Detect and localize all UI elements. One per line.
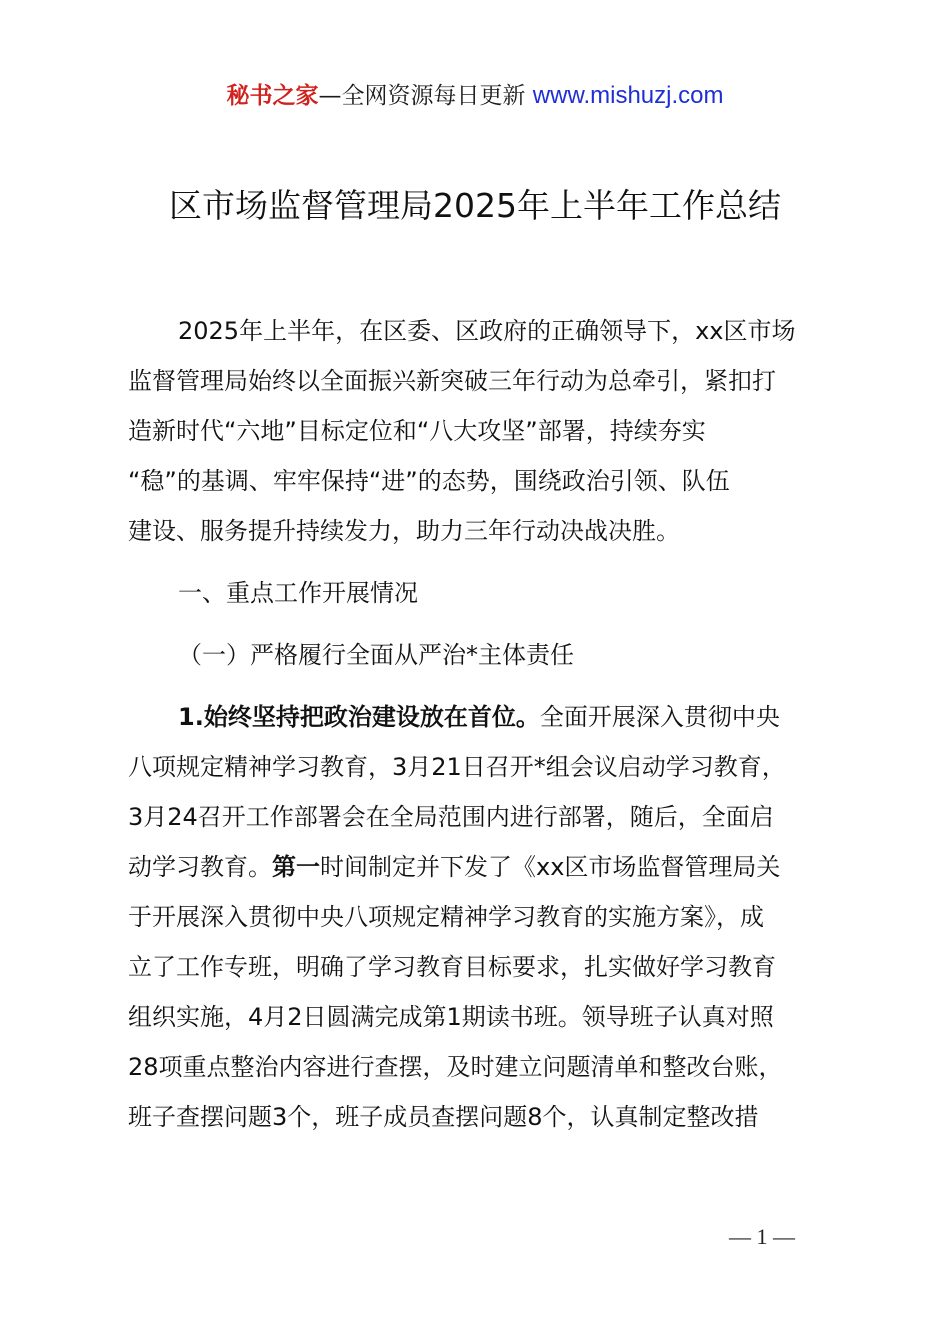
item-line: 28项重点整治内容进行查摆，及时建立问题清单和整改台账，	[128, 1053, 783, 1081]
item-text: 动学习教育。	[128, 853, 272, 881]
intro-line: 造新时代“六地”目标定位和“八大攻坚”部署，持续夯实	[128, 417, 706, 445]
site-url-link[interactable]: www.mishuzj.com	[532, 82, 724, 109]
brand-name: 秘书之家	[226, 83, 319, 109]
item-lead-text: 全面开展深入贯彻中央	[539, 703, 780, 731]
intro-line: 建设、服务提升持续发力，助力三年行动决战决胜。	[128, 517, 680, 545]
intro-paragraph	[128, 306, 838, 556]
header-tagline: —全网资源每日更新	[318, 83, 533, 109]
item-line: 组织实施，4月2日圆满完成第1期读书班。领导班子认真对照	[128, 1003, 774, 1031]
subsection-heading: （一）严格履行全面从严治*主体责任	[178, 641, 574, 669]
item-line: 于开展深入贯彻中央八项规定精神学习教育的实施方案》，成	[128, 903, 764, 931]
item-line: 立了工作专班，明确了学习教育目标要求，扎实做好学习教育	[128, 953, 776, 981]
item-paragraph	[128, 692, 838, 1142]
intro-line: 监督管理局始终以全面振兴新突破三年行动为总牵引，紧扣打	[128, 367, 776, 395]
item-line: 班子查摆问题3个，班子成员查摆问题8个，认真制定整改措	[128, 1103, 759, 1131]
document-title: 区市场监督管理局2025年上半年工作总结	[169, 186, 781, 225]
item-line	[128, 842, 838, 892]
intro-line: “稳”的基调、牢牢保持“进”的态势，围绕政治引领、队伍	[128, 467, 730, 495]
item-lead-bold: 1.始终坚持把政治建设放在首位。	[178, 703, 540, 731]
item-line: 3月24召开工作部署会在全局范围内进行部署，随后，全面启	[128, 803, 774, 831]
page-number: — 1 —	[729, 1224, 795, 1249]
item-line	[128, 692, 838, 742]
item-bold-text: 第一	[272, 853, 320, 881]
section-heading: 一、重点工作开展情况	[178, 579, 418, 607]
site-header	[0, 80, 950, 112]
intro-line: 2025年上半年，在区委、区政府的正确领导下，xx区市场	[178, 317, 796, 345]
item-text: 时间制定并下发了《xx区市场监督管理局关	[320, 853, 781, 881]
item-line: 八项规定精神学习教育，3月21日召开*组会议启动学习教育，	[128, 753, 786, 781]
